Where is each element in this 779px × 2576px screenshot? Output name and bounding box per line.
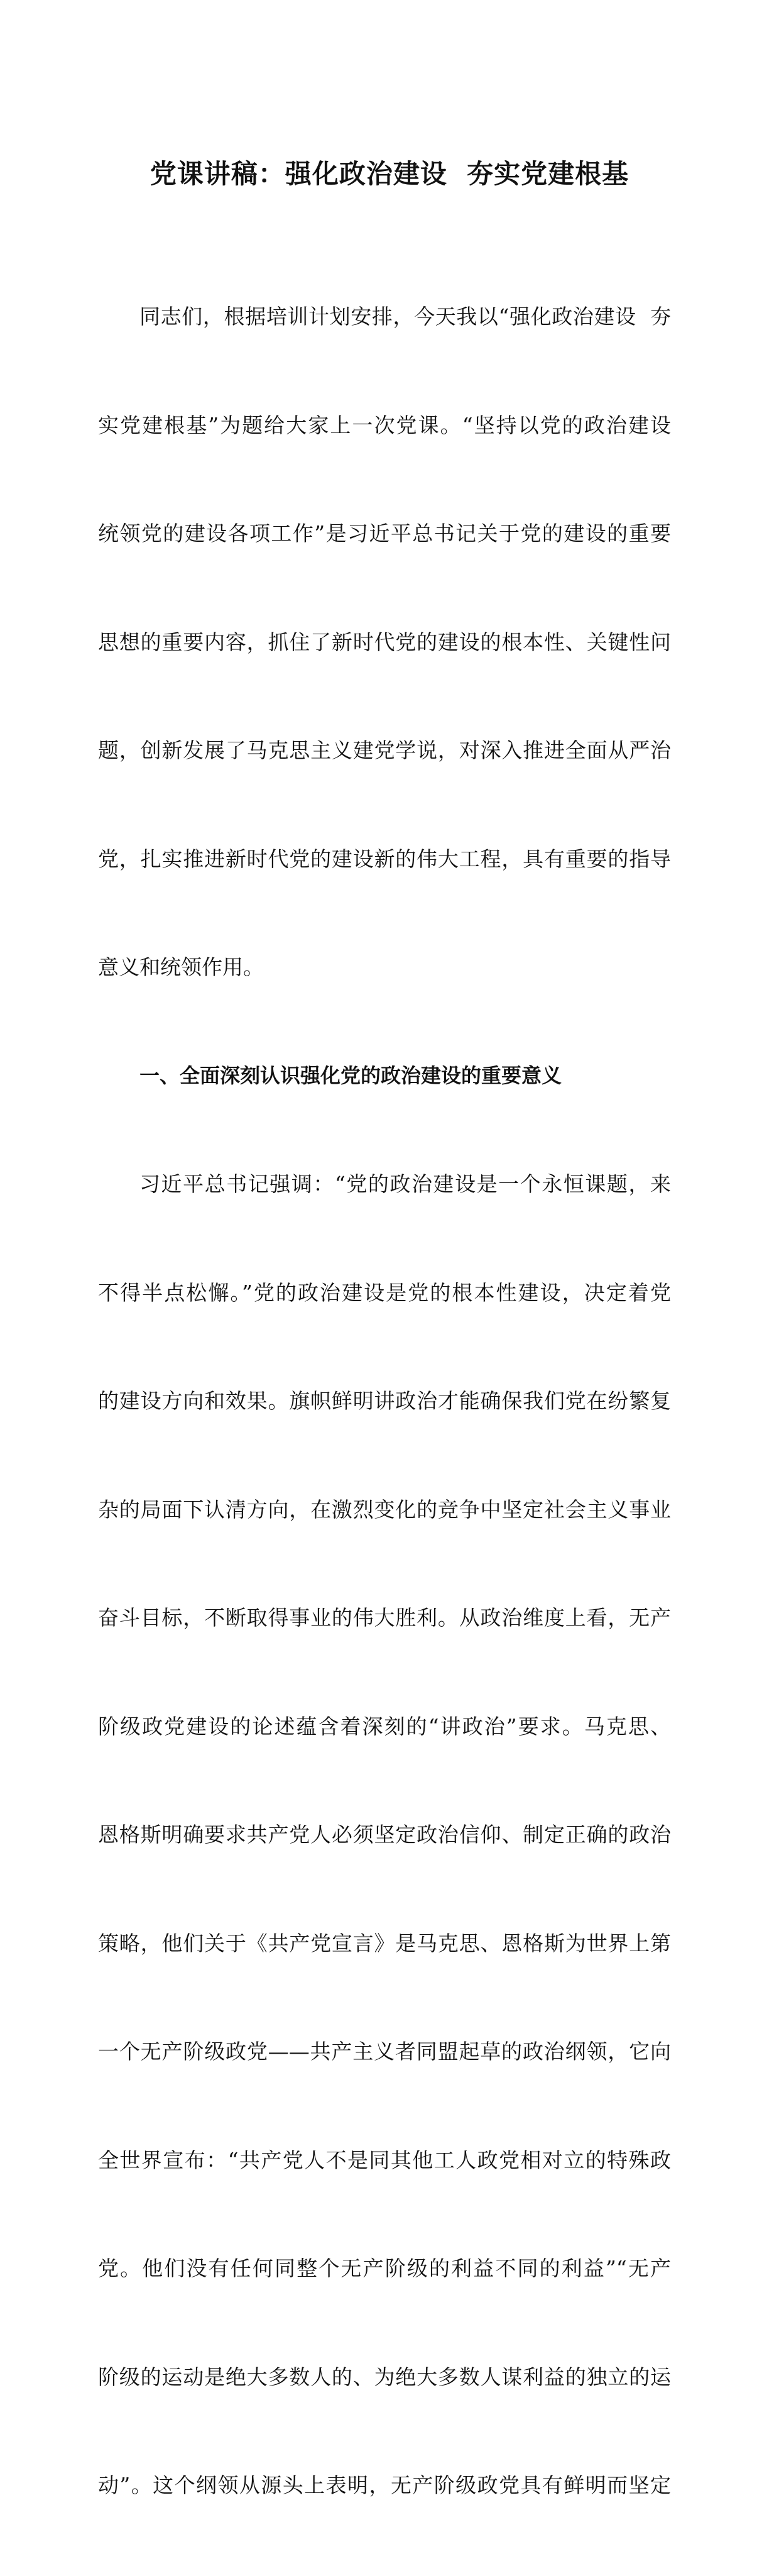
section-heading: 一、全面深刻认识强化党的政治建设的重要意义 <box>139 1063 562 1087</box>
text-line: 同志们，根据培训计划安排，今天我以“强化政治建设 夯 <box>139 304 671 329</box>
text-line: 党。他们没有任何同整个无产阶级的利益不同的利益”“无产 <box>98 2256 671 2281</box>
document-title: 党课讲稿：强化政治建设 夯实党建根基 <box>150 158 629 189</box>
section-paragraph <box>98 1094 671 2576</box>
text-line: 杂的局面下认清方向，在激烈变化的竞争中坚定社会主义事业 <box>98 1497 671 1522</box>
text-line: 意义和统领作用。 <box>98 955 264 979</box>
text-line: 党，扎实推进新时代党的建设新的伟大工程，具有重要的指导 <box>98 846 671 871</box>
text-line: 策略，他们关于《共产党宣言》是马克思、恩格斯为世界上第 <box>98 1930 671 1956</box>
text-line: 统领党的建设各项工作”是习近平总书记关于党的建设的重要 <box>98 521 671 546</box>
text-line: 全世界宣布：“共产党人不是同其他工人政党相对立的特殊政 <box>98 2147 671 2172</box>
text-line: 一个无产阶级政党——共产主义者同盟起草的政治纲领，它向 <box>98 2039 671 2064</box>
text-line: 的建设方向和效果。旗帜鲜明讲政治才能确保我们党在纷繁复 <box>98 1389 671 1413</box>
text-line: 不得半点松懈。”党的政治建设是党的根本性建设，决定着党 <box>98 1280 671 1305</box>
text-line: 习近平总书记强调：“党的政治建设是一个永恒课题，来 <box>139 1172 671 1196</box>
text-line: 恩格斯明确要求共产党人必须坚定政治信仰、制定正确的政治 <box>98 1822 671 1847</box>
text-line: 阶级的运动是绝大多数人的、为绝大多数人谋利益的独立的运 <box>98 2364 671 2389</box>
text-line: 动”。这个纲领从源头上表明，无产阶级政党具有鲜明而坚定 <box>98 2473 671 2497</box>
intro-paragraph <box>98 226 671 1058</box>
text-line: 阶级政党建设的论述蕴含着深刻的“讲政治”要求。马克思、 <box>98 1714 671 1739</box>
text-line: 思想的重要内容，抓住了新时代党的建设的根本性、关键性问 <box>98 629 671 654</box>
text-line: 实党建根基”为题给大家上一次党课。“坚持以党的政治建设 <box>98 412 671 438</box>
text-line: 题，创新发展了马克思主义建党学说，对深入推进全面从严治 <box>98 738 671 762</box>
text-line: 奋斗目标，不断取得事业的伟大胜利。从政治维度上看，无产 <box>98 1605 671 1630</box>
document-body <box>98 226 671 2576</box>
